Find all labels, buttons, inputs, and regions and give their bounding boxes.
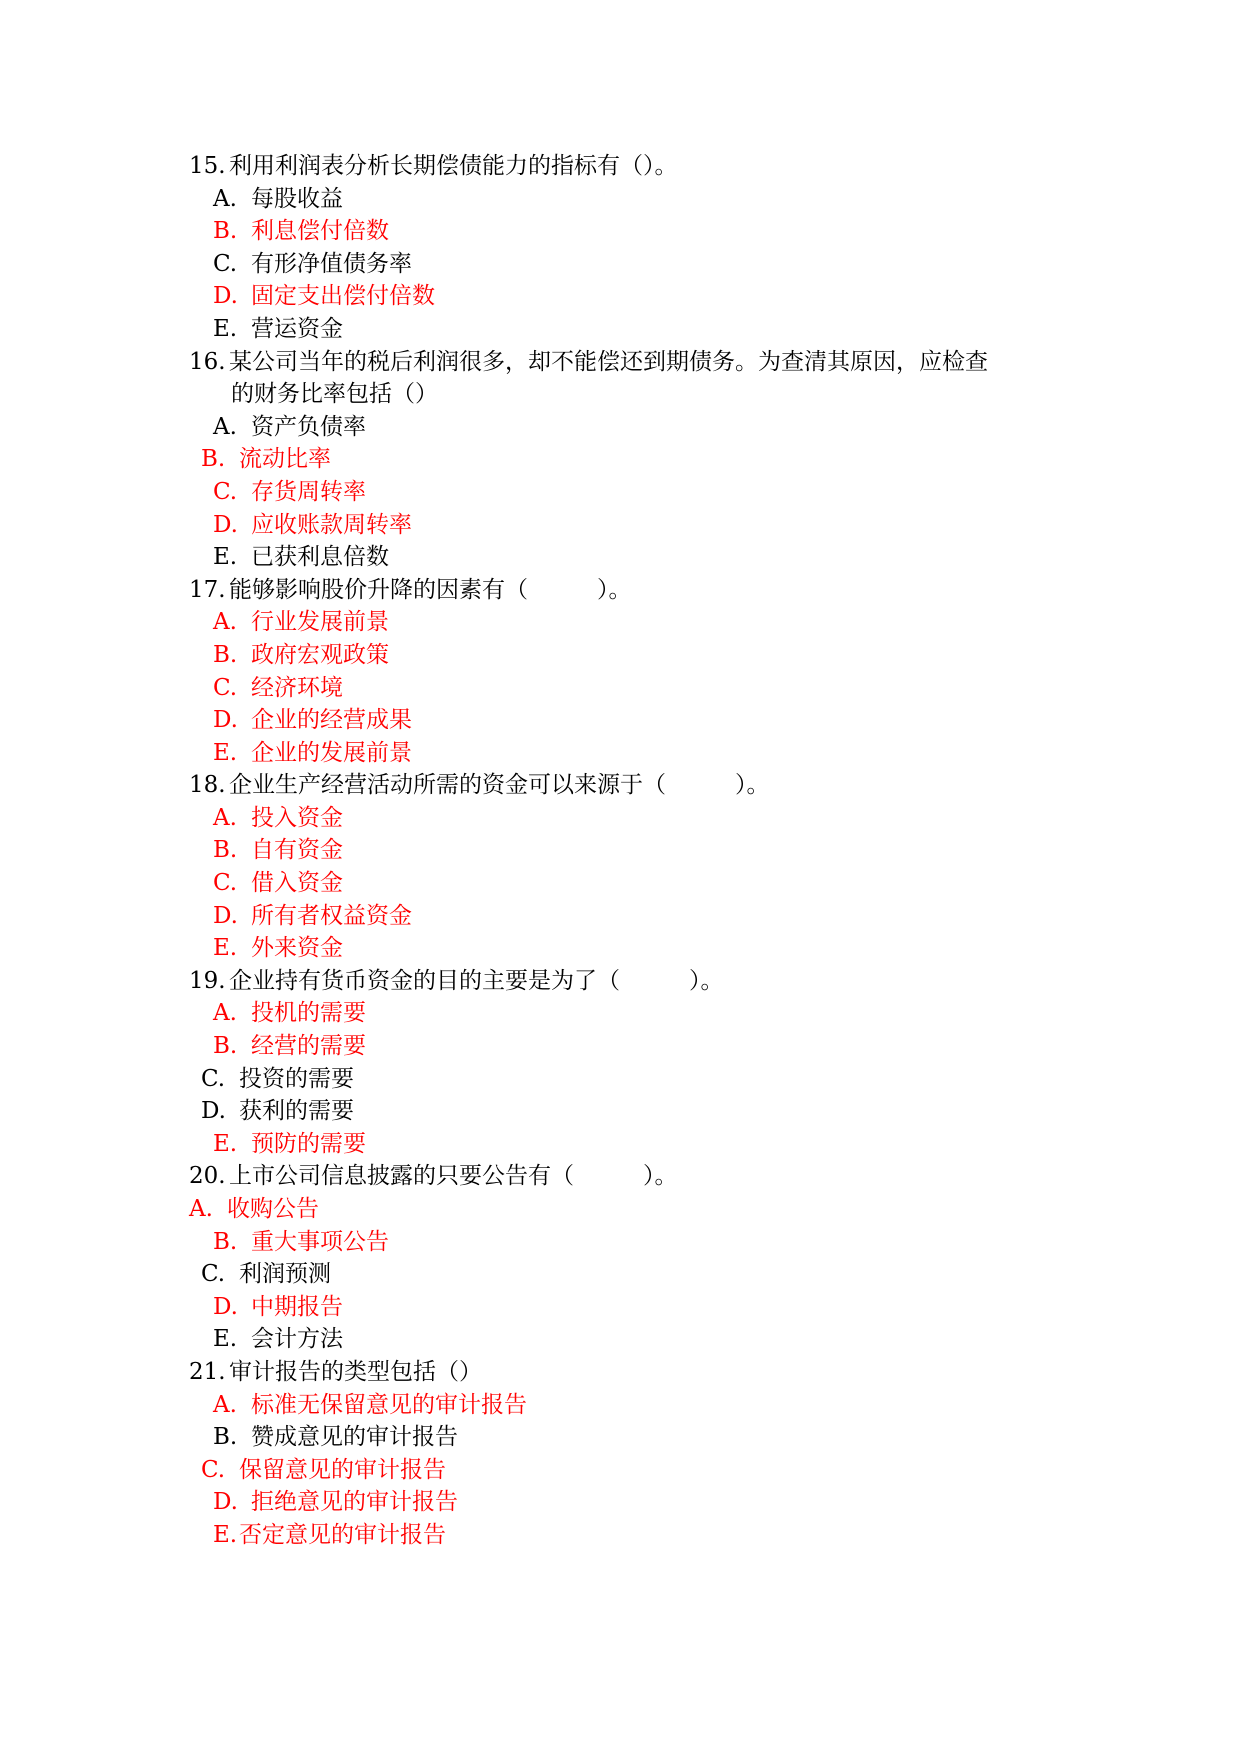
question-text: 的财务比率包括（） [231, 381, 438, 408]
option-letter: B. [213, 1033, 238, 1060]
option-letter: E. [213, 935, 238, 962]
option-19-d [189, 1095, 1069, 1128]
option-letter: A. [213, 185, 237, 212]
option-text: 中期报告 [251, 1293, 343, 1320]
option-letter: E. [213, 315, 238, 342]
question-number: 17. [189, 576, 226, 603]
option-letter: B. [201, 446, 226, 473]
option-text: 经济环境 [251, 674, 343, 701]
option-17-d [189, 704, 1069, 737]
option-letter: B. [213, 1424, 238, 1451]
option-text: 企业的发展前景 [251, 739, 412, 766]
option-21-d [189, 1486, 1069, 1519]
option-letter: E. [213, 544, 238, 571]
option-17-c [189, 672, 1069, 705]
option-15-e [189, 313, 1069, 346]
question-18 [189, 769, 1069, 802]
question-number: 15. [189, 153, 226, 179]
option-letter: A. [213, 804, 237, 831]
question-number: 21. [189, 1358, 226, 1385]
option-text: 资产负债率 [251, 413, 366, 440]
option-letter: A. [213, 413, 237, 440]
option-letter: A. [213, 1000, 237, 1027]
option-17-a [189, 606, 1069, 639]
option-letter: C. [201, 1261, 226, 1288]
option-text: 所有者权益资金 [251, 902, 412, 929]
option-letter: E. [213, 739, 238, 766]
option-letter: E. [213, 1130, 238, 1157]
option-text: 应收账款周转率 [251, 511, 412, 538]
option-letter: D. [213, 1293, 238, 1320]
option-letter: C. [213, 478, 238, 505]
question-text: 企业生产经营活动所需的资金可以来源于（ ）。 [229, 772, 770, 799]
option-16-c [189, 476, 1069, 509]
option-letter: C. [213, 250, 238, 277]
question-text: 审计报告的类型包括（） [229, 1358, 482, 1385]
option-20-d [189, 1291, 1069, 1324]
option-18-a [189, 802, 1069, 835]
question-text: 上市公司信息披露的只要公告有（ ）。 [229, 1163, 678, 1190]
option-letter: C. [201, 1456, 226, 1483]
option-text: 存货周转率 [251, 478, 366, 505]
option-19-a [189, 997, 1069, 1030]
question-text: 利用利润表分析长期偿债能力的指标有（）。 [229, 153, 678, 179]
option-letter: D. [213, 707, 238, 734]
option-letter: C. [201, 1065, 226, 1092]
question-number: 20. [189, 1163, 226, 1190]
question-21 [189, 1356, 1069, 1389]
option-16-a [189, 411, 1069, 444]
option-text: 否定意见的审计报告 [239, 1521, 446, 1548]
question-text: 某公司当年的税后利润很多，却不能偿还到期债务。为查清其原因，应检查 [229, 348, 988, 375]
option-17-b [189, 639, 1069, 672]
option-18-b [189, 834, 1069, 867]
option-letter: A. [189, 1196, 213, 1222]
option-letter: C. [213, 674, 238, 701]
option-19-c [189, 1063, 1069, 1096]
option-letter: A. [213, 609, 237, 636]
question-number: 16. [189, 348, 226, 375]
option-text: 赞成意见的审计报告 [251, 1424, 458, 1451]
option-text: 每股收益 [251, 185, 343, 212]
question-text: 企业持有货币资金的目的主要是为了（ ）。 [229, 967, 724, 994]
option-letter: D. [213, 511, 238, 538]
option-text: 投入资金 [251, 804, 343, 831]
question-15 [189, 150, 1069, 183]
option-letter: E. [213, 1326, 238, 1353]
option-text: 保留意见的审计报告 [239, 1456, 446, 1483]
option-text: 政府宏观政策 [251, 641, 389, 668]
option-15-c [189, 248, 1069, 281]
option-letter: B. [213, 837, 238, 864]
option-18-e [189, 932, 1069, 965]
option-text: 投资的需要 [239, 1065, 354, 1092]
option-21-c [189, 1454, 1069, 1487]
option-text: 利润预测 [239, 1261, 331, 1288]
option-text: 拒绝意见的审计报告 [251, 1489, 458, 1516]
option-letter: B. [213, 218, 238, 245]
option-20-a [189, 1193, 1069, 1226]
option-text: 固定支出偿付倍数 [251, 283, 435, 310]
option-20-e [189, 1323, 1069, 1356]
question-20 [189, 1160, 1069, 1193]
question-19 [189, 965, 1069, 998]
option-text: 行业发展前景 [251, 609, 389, 636]
option-16-b [189, 443, 1069, 476]
option-text: 标准无保留意见的审计报告 [251, 1391, 527, 1418]
option-text: 营运资金 [251, 315, 343, 342]
option-text: 流动比率 [239, 446, 331, 473]
question-16 [189, 346, 1069, 379]
option-16-e [189, 541, 1069, 574]
question-number: 19. [189, 967, 226, 994]
option-text: 会计方法 [251, 1326, 343, 1353]
option-text: 重大事项公告 [251, 1228, 389, 1255]
option-19-e [189, 1128, 1069, 1161]
option-19-b [189, 1030, 1069, 1063]
option-18-d [189, 900, 1069, 933]
option-text: 经营的需要 [251, 1033, 366, 1060]
option-20-b [189, 1226, 1069, 1259]
option-17-e [189, 737, 1069, 770]
option-letter: B. [213, 641, 238, 668]
option-text: 自有资金 [251, 837, 343, 864]
option-15-a [189, 183, 1069, 216]
option-text: 借入资金 [251, 870, 343, 897]
option-letter: D. [213, 283, 238, 310]
option-text: 投机的需要 [251, 1000, 366, 1027]
option-21-e [189, 1519, 1069, 1552]
option-text: 利息偿付倍数 [251, 218, 389, 245]
option-21-b [189, 1421, 1069, 1454]
option-text: 已获利息倍数 [251, 544, 389, 571]
question-list [189, 150, 1069, 1552]
option-16-d [189, 509, 1069, 542]
option-letter: C. [213, 870, 238, 897]
option-letter: B. [213, 1228, 238, 1255]
question-17 [189, 574, 1069, 607]
option-18-c [189, 867, 1069, 900]
option-text: 预防的需要 [251, 1130, 366, 1157]
option-15-d [189, 280, 1069, 313]
option-letter: D. [213, 1489, 238, 1516]
option-15-b [189, 215, 1069, 248]
question-16-continued [189, 378, 1069, 411]
option-letter: D. [213, 902, 238, 929]
option-text: 获利的需要 [239, 1098, 354, 1125]
option-text: 企业的经营成果 [251, 707, 412, 734]
option-21-a [189, 1389, 1069, 1422]
option-letter: A. [213, 1391, 237, 1418]
option-text: 外来资金 [251, 935, 343, 962]
option-text: 收购公告 [227, 1196, 319, 1222]
question-number: 18. [189, 772, 226, 799]
option-letter: E. [213, 1521, 238, 1548]
option-20-c [189, 1258, 1069, 1291]
option-text: 有形净值债务率 [251, 250, 412, 277]
option-letter: D. [201, 1098, 226, 1125]
question-text: 能够影响股价升降的因素有（ ）。 [229, 576, 632, 603]
